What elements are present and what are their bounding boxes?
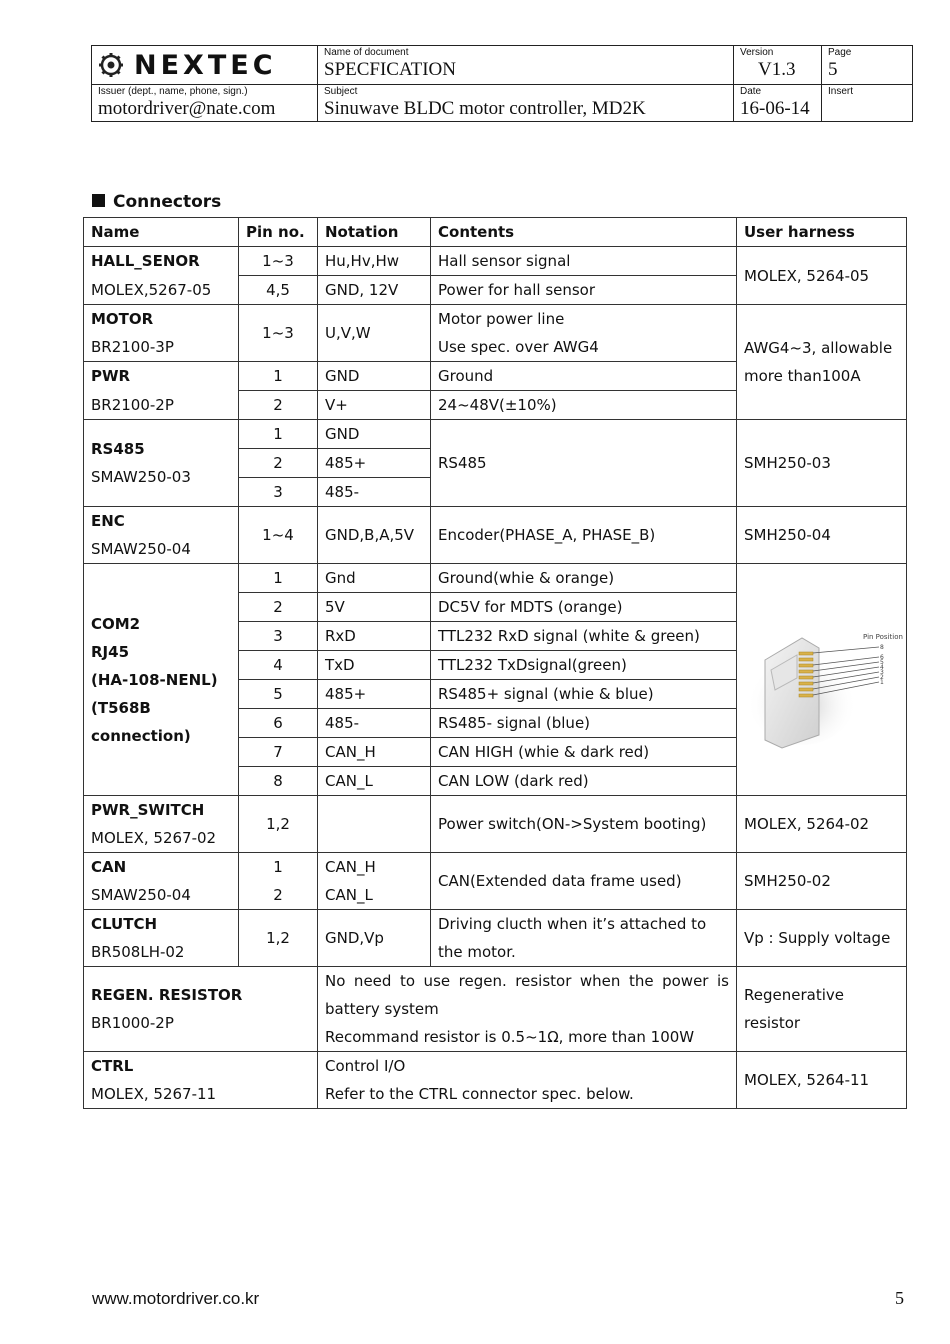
hall-contents-1: Hall sensor signal	[431, 247, 737, 276]
ctrl-name-cell	[84, 1052, 318, 1109]
issuer-label: Issuer (dept., name, phone, sign.)	[98, 86, 248, 97]
table-row	[84, 420, 907, 449]
rs485-notation-1: GND	[318, 420, 431, 449]
can-notation-2: CAN_L	[318, 881, 431, 910]
com2-pin-4: 4	[239, 651, 318, 680]
com2-pin-6: 6	[239, 709, 318, 738]
rs485-harness: SMH250-03	[737, 420, 907, 507]
can-notation-1: CAN_H	[318, 853, 431, 882]
com2-notation-6: 485-	[318, 709, 431, 738]
col-header-pin: Pin no.	[239, 218, 318, 247]
date-value: 16-06-14	[740, 98, 810, 119]
connectors-table	[83, 217, 907, 1109]
pwr-model: BR2100-2P	[84, 391, 239, 420]
motor-model: BR2100-3P	[84, 333, 239, 362]
footer-url[interactable]: www.motordriver.co.kr	[92, 1289, 260, 1308]
ctrl-model: MOLEX, 5267-11	[91, 1085, 217, 1103]
rs485-name-cell	[84, 420, 239, 507]
table-row	[84, 507, 907, 536]
motor-name: MOTOR	[84, 305, 239, 334]
svg-text:4: 4	[879, 664, 884, 671]
clutch-model: BR508LH-02	[84, 938, 239, 967]
hall-pin-1: 1~3	[239, 247, 318, 276]
rs485-pin-2: 2	[239, 449, 318, 478]
svg-text:5: 5	[879, 659, 884, 666]
logo-text: NEXTEC	[134, 49, 277, 81]
motor-pwr-harness: AWG4~3, allowable more than100A	[737, 305, 907, 420]
regen-harness: Regenerative resistor	[737, 967, 907, 1052]
motor-pin: 1~3	[239, 305, 318, 362]
svg-text:8: 8	[879, 644, 884, 651]
regen-name: REGEN. RESISTOR	[91, 986, 243, 1004]
com2-notation-2: 5V	[318, 593, 431, 622]
square-bullet-icon	[92, 194, 105, 207]
pin-position-label: Pin Position	[862, 633, 903, 641]
hall-contents-2: Power for hall sensor	[431, 276, 737, 305]
com2-notation-7: CAN_H	[318, 738, 431, 767]
com2-contents-4: TTL232 TxDsignal(green)	[431, 651, 737, 680]
rs485-name: RS485	[91, 440, 145, 458]
version-label: Version	[740, 47, 774, 58]
regen-name-cell	[84, 967, 318, 1052]
issuer-value: motordriver@nate.com	[98, 98, 276, 119]
table-row	[84, 247, 907, 276]
com2-contents-7: CAN HIGH (whie & dark red)	[431, 738, 737, 767]
doc-name-label: Name of document	[324, 47, 409, 58]
com2-pin-7: 7	[239, 738, 318, 767]
svg-text:1: 1	[879, 679, 884, 686]
col-header-contents: Contents	[431, 218, 737, 247]
document-header	[91, 45, 913, 122]
com2-pin-1: 1	[239, 564, 318, 593]
can-name: CAN	[84, 853, 239, 882]
svg-text:2: 2	[879, 674, 884, 681]
can-contents: CAN(Extended data frame used)	[431, 853, 737, 910]
pwr-switch-contents: Power switch(ON->System booting)	[431, 796, 737, 853]
com2-notation-1: Gnd	[318, 564, 431, 593]
gear-logo-icon	[98, 52, 124, 78]
col-header-notation: Notation	[318, 218, 431, 247]
hall-notation-2: GND, 12V	[318, 276, 431, 305]
subject-value: Sinuwave BLDC motor controller, MD2K	[324, 98, 646, 119]
motor-contents-2: Use spec. over AWG4	[431, 333, 737, 362]
ctrl-desc-cell	[318, 1052, 737, 1109]
rs485-model: SMAW250-03	[91, 468, 191, 486]
ctrl-desc-1: Control I/O	[325, 1057, 406, 1075]
com2-notation-3: RxD	[318, 622, 431, 651]
enc-name: ENC	[84, 507, 239, 536]
regen-desc-cell	[318, 967, 737, 1052]
clutch-pin: 1,2	[239, 910, 318, 967]
rs485-pin-1: 1	[239, 420, 318, 449]
com2-contents-6: RS485- signal (blue)	[431, 709, 737, 738]
regen-desc-1: No need to use regen. resistor when the power is battery system	[325, 972, 729, 1018]
can-pin-2: 2	[239, 881, 318, 910]
enc-contents: Encoder(PHASE_A, PHASE_B)	[431, 507, 737, 564]
pwr-name: PWR	[84, 362, 239, 391]
rs485-contents: RS485	[431, 420, 737, 507]
page-label: Page	[828, 47, 852, 58]
com2-pin-3: 3	[239, 622, 318, 651]
hall-pin-2: 4,5	[239, 276, 318, 305]
version-value: V1.3	[758, 59, 796, 80]
com2-pin-2: 2	[239, 593, 318, 622]
hall-harness: MOLEX, 5264-05	[737, 247, 907, 305]
pwr-switch-notation	[318, 796, 431, 853]
com2-notation-5: 485+	[318, 680, 431, 709]
table-row	[84, 967, 907, 1052]
com2-contents-3: TTL232 RxD signal (white & green)	[431, 622, 737, 651]
table-row	[84, 853, 907, 882]
enc-model: SMAW250-04	[84, 535, 239, 564]
logo-cell	[92, 46, 318, 85]
com2-name-cell: COM2 RJ45 (HA-108-NENL) (T568B connection)	[84, 564, 239, 796]
rs485-notation-2: 485+	[318, 449, 431, 478]
pwr-switch-harness: MOLEX, 5264-02	[737, 796, 907, 853]
com2-pin-8: 8	[239, 767, 318, 796]
pwr-pin-2: 2	[239, 391, 318, 420]
page-value: 5	[828, 59, 838, 80]
motor-notation: U,V,W	[318, 305, 431, 362]
com2-contents-8: CAN LOW (dark red)	[431, 767, 737, 796]
col-header-name: Name	[84, 218, 239, 247]
hall-notation-1: Hu,Hv,Hw	[318, 247, 431, 276]
motor-contents-1: Motor power line	[431, 305, 737, 334]
pwr-notation-1: GND	[318, 362, 431, 391]
col-header-harness: User harness	[737, 218, 907, 247]
footer-page-number: 5	[895, 1288, 904, 1308]
ctrl-name: CTRL	[91, 1057, 134, 1075]
pwr-contents-2: 24~48V(±10%)	[431, 391, 737, 420]
com2-notation-8: CAN_L	[318, 767, 431, 796]
pwr-notation-2: V+	[318, 391, 431, 420]
enc-notation: GND,B,A,5V	[318, 507, 431, 564]
clutch-notation: GND,Vp	[318, 910, 431, 967]
date-label: Date	[740, 86, 762, 97]
pwr-switch-model: MOLEX, 5267-02	[84, 824, 239, 853]
table-row	[84, 1052, 907, 1109]
can-harness: SMH250-02	[737, 853, 907, 910]
pwr-switch-name: PWR_SWITCH	[84, 796, 239, 825]
rs485-notation-3: 485-	[318, 478, 431, 507]
rj45-image-cell	[737, 564, 907, 796]
table-row	[84, 305, 907, 334]
subject-label: Subject	[324, 86, 358, 97]
regen-desc-2: Recommand resistor is 0.5~1Ω, more than 100W	[325, 1028, 695, 1046]
hall-name: HALL_SENOR	[84, 247, 239, 276]
table-row	[84, 910, 907, 939]
pwr-contents-1: Ground	[431, 362, 737, 391]
com2-contents-5: RS485+ signal (whie & blue)	[431, 680, 737, 709]
can-model: SMAW250-04	[84, 881, 239, 910]
pwr-switch-pin: 1,2	[239, 796, 318, 853]
clutch-contents: Driving clucth when it’s attached to the motor.	[431, 910, 737, 967]
rj45-connector-image	[747, 600, 903, 750]
can-pin-1: 1	[239, 853, 318, 882]
enc-harness: SMH250-04	[737, 507, 907, 564]
com2-contents-2: DC5V for MDTS (orange)	[431, 593, 737, 622]
ctrl-desc-2: Refer to the CTRL connector spec. below.	[325, 1085, 634, 1103]
regen-model: BR1000-2P	[91, 1014, 174, 1032]
clutch-harness: Vp : Supply voltage	[737, 910, 907, 967]
hall-model: MOLEX,5267-05	[84, 276, 239, 305]
clutch-name: CLUTCH	[84, 910, 239, 939]
svg-text:3: 3	[879, 669, 884, 676]
com2-pin-5: 5	[239, 680, 318, 709]
section-title: Connectors	[92, 192, 221, 212]
table-row	[84, 564, 907, 593]
svg-text:6: 6	[879, 654, 884, 661]
pwr-pin-1: 1	[239, 362, 318, 391]
table-header-row	[84, 218, 907, 247]
ctrl-harness: MOLEX, 5264-11	[737, 1052, 907, 1109]
table-row	[84, 796, 907, 825]
doc-name: SPECFICATION	[324, 59, 456, 80]
rs485-pin-3: 3	[239, 478, 318, 507]
insert-label: Insert	[828, 86, 854, 97]
com2-notation-4: TxD	[318, 651, 431, 680]
com2-contents-1: Ground(whie & orange)	[431, 564, 737, 593]
enc-pin: 1~4	[239, 507, 318, 564]
